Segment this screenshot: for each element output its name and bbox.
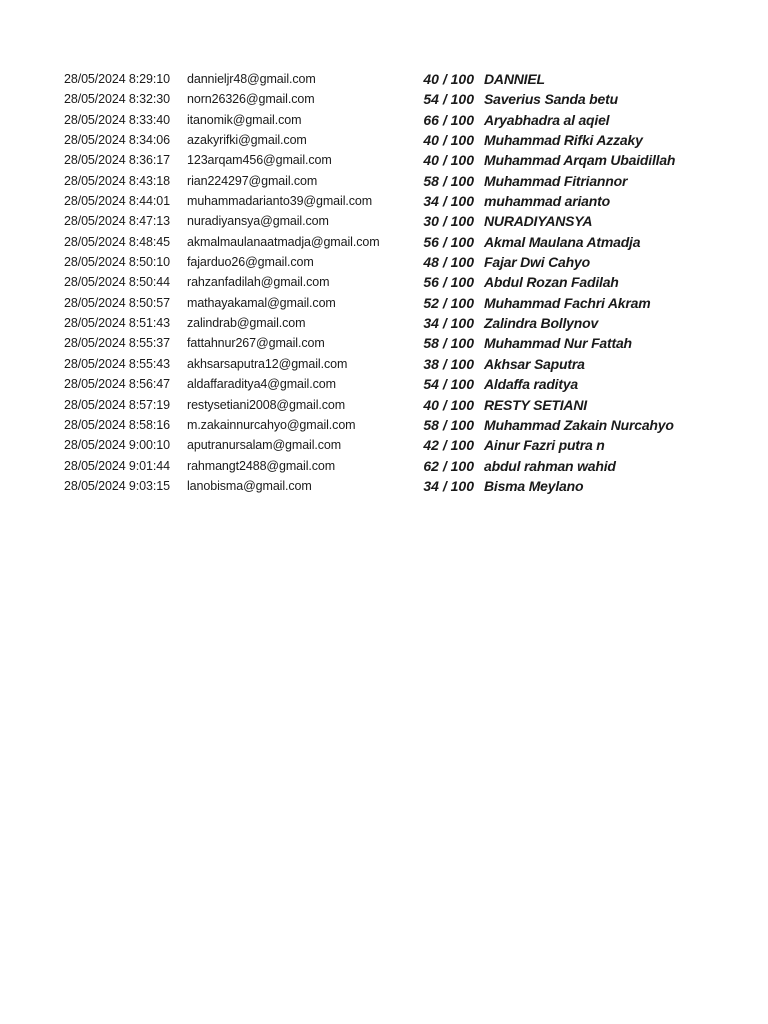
- score-cell: 40 / 100: [423, 132, 474, 149]
- email-cell: rahzanfadilah@gmail.com: [187, 275, 330, 290]
- email-cell: rian224297@gmail.com: [187, 173, 318, 188]
- table-row: [0, 69, 768, 89]
- name-cell: Muhammad Nur Fattah: [484, 335, 632, 352]
- table-row: [0, 89, 768, 109]
- timestamp-cell: 28/05/2024 8:50:44: [64, 275, 170, 290]
- name-cell: NURADIYANSYA: [484, 213, 593, 230]
- name-cell: Muhammad Fitriannor: [484, 172, 628, 189]
- table-row: [0, 354, 768, 374]
- table-row: [0, 374, 768, 394]
- email-cell: lanobisma@gmail.com: [187, 478, 312, 493]
- table-row: [0, 211, 768, 231]
- email-cell: 123arqam456@gmail.com: [187, 153, 332, 168]
- timestamp-cell: 28/05/2024 8:44:01: [64, 194, 170, 209]
- score-cell: 40 / 100: [423, 71, 474, 87]
- timestamp-cell: 28/05/2024 8:36:17: [64, 153, 170, 168]
- email-cell: dannieljr48@gmail.com: [187, 72, 316, 86]
- score-cell: 40 / 100: [423, 396, 474, 413]
- name-cell: Akmal Maulana Atmadja: [484, 233, 641, 250]
- score-cell: 52 / 100: [423, 294, 474, 311]
- table-row: [0, 252, 768, 272]
- email-cell: azakyrifki@gmail.com: [187, 133, 307, 148]
- timestamp-cell: 28/05/2024 8:33:40: [64, 112, 170, 127]
- score-cell: 56 / 100: [423, 233, 474, 250]
- score-cell: 38 / 100: [423, 355, 474, 372]
- table-row: [0, 456, 768, 476]
- table-row: [0, 476, 768, 496]
- timestamp-cell: 28/05/2024 8:29:10: [64, 72, 170, 86]
- name-cell: RESTY SETIANI: [484, 396, 587, 413]
- score-cell: 30 / 100: [423, 213, 474, 230]
- email-cell: itanomik@gmail.com: [187, 112, 302, 127]
- table-row: [0, 130, 768, 150]
- table-row: [0, 232, 768, 252]
- timestamp-cell: 28/05/2024 8:50:10: [64, 255, 170, 270]
- table-row: [0, 313, 768, 333]
- score-cell: 48 / 100: [423, 254, 474, 271]
- table-row: [0, 191, 768, 211]
- table-row: [0, 395, 768, 415]
- email-cell: muhammadarianto39@gmail.com: [187, 194, 373, 209]
- score-cell: 66 / 100: [423, 111, 474, 128]
- score-cell: 54 / 100: [423, 91, 474, 108]
- timestamp-cell: 28/05/2024 8:47:13: [64, 214, 170, 229]
- score-cell: 34 / 100: [423, 193, 474, 210]
- score-cell: 58 / 100: [423, 416, 474, 433]
- timestamp-cell: 28/05/2024 8:55:43: [64, 356, 170, 371]
- name-cell: Zalindra Bollynov: [484, 315, 599, 332]
- email-cell: rahmangt2488@gmail.com: [187, 458, 336, 473]
- score-cell: 58 / 100: [423, 172, 474, 189]
- timestamp-cell: 28/05/2024 8:55:37: [64, 336, 170, 351]
- name-cell: Abdul Rozan Fadilah: [484, 274, 619, 291]
- score-cell: 40 / 100: [423, 152, 474, 169]
- email-cell: m.zakainnurcahyo@gmail.com: [187, 417, 356, 432]
- score-cell: 34 / 100: [423, 477, 474, 494]
- score-cell: 42 / 100: [423, 437, 474, 454]
- score-cell: 62 / 100: [423, 457, 474, 474]
- timestamp-cell: 28/05/2024 8:48:45: [64, 234, 170, 249]
- email-cell: akmalmaulanaatmadja@gmail.com: [187, 234, 380, 249]
- name-cell: abdul rahman wahid: [484, 457, 616, 474]
- score-cell: 56 / 100: [423, 274, 474, 291]
- email-cell: restysetiani2008@gmail.com: [187, 397, 346, 412]
- table-row: [0, 293, 768, 313]
- name-cell: Aryabhadra al aqiel: [484, 111, 610, 128]
- table-row: [0, 272, 768, 292]
- name-cell: Muhammad Fachri Akram: [484, 294, 651, 311]
- table-row: [0, 150, 768, 170]
- table-row: [0, 435, 768, 455]
- name-cell: Akhsar Saputra: [484, 355, 585, 372]
- timestamp-cell: 28/05/2024 8:56:47: [64, 377, 170, 392]
- timestamp-cell: 28/05/2024 8:51:43: [64, 316, 170, 331]
- name-cell: muhammad arianto: [484, 193, 610, 210]
- email-cell: nuradiyansya@gmail.com: [187, 214, 329, 229]
- email-cell: zalindrab@gmail.com: [187, 316, 306, 331]
- score-cell: 54 / 100: [423, 376, 474, 393]
- name-cell: Bisma Meylano: [484, 477, 584, 494]
- email-cell: aputranursalam@gmail.com: [187, 438, 342, 453]
- table-row: [0, 333, 768, 353]
- timestamp-cell: 28/05/2024 8:50:57: [64, 295, 170, 310]
- table-row: [0, 415, 768, 435]
- timestamp-cell: 28/05/2024 8:43:18: [64, 173, 170, 188]
- name-cell: Saverius Sanda betu: [484, 91, 618, 108]
- email-cell: fajarduo26@gmail.com: [187, 255, 314, 270]
- name-cell: Muhammad Zakain Nurcahyo: [484, 416, 674, 433]
- timestamp-cell: 28/05/2024 9:00:10: [64, 438, 170, 453]
- timestamp-cell: 28/05/2024 9:01:44: [64, 458, 170, 473]
- name-cell: Aldaffa raditya: [484, 376, 578, 393]
- name-cell: Muhammad Arqam Ubaidillah: [484, 152, 676, 169]
- table-row: [0, 171, 768, 191]
- timestamp-cell: 28/05/2024 8:32:30: [64, 92, 170, 107]
- timestamp-cell: 28/05/2024 8:58:16: [64, 417, 170, 432]
- score-cell: 58 / 100: [423, 335, 474, 352]
- email-cell: aldaffaraditya4@gmail.com: [187, 377, 336, 392]
- score-cell: 34 / 100: [423, 315, 474, 332]
- name-cell: Fajar Dwi Cahyo: [484, 254, 590, 271]
- results-table: [0, 69, 768, 496]
- table-row: [0, 110, 768, 130]
- email-cell: norn26326@gmail.com: [187, 92, 315, 107]
- email-cell: akhsarsaputra12@gmail.com: [187, 356, 348, 371]
- name-cell: Ainur Fazri putra n: [484, 437, 605, 454]
- name-cell: Muhammad Rifki Azzaky: [484, 132, 643, 149]
- email-cell: fattahnur267@gmail.com: [187, 336, 325, 351]
- timestamp-cell: 28/05/2024 8:57:19: [64, 397, 170, 412]
- email-cell: mathayakamal@gmail.com: [187, 295, 336, 310]
- timestamp-cell: 28/05/2024 8:34:06: [64, 133, 170, 148]
- timestamp-cell: 28/05/2024 9:03:15: [64, 478, 170, 493]
- name-cell: DANNIEL: [484, 71, 545, 87]
